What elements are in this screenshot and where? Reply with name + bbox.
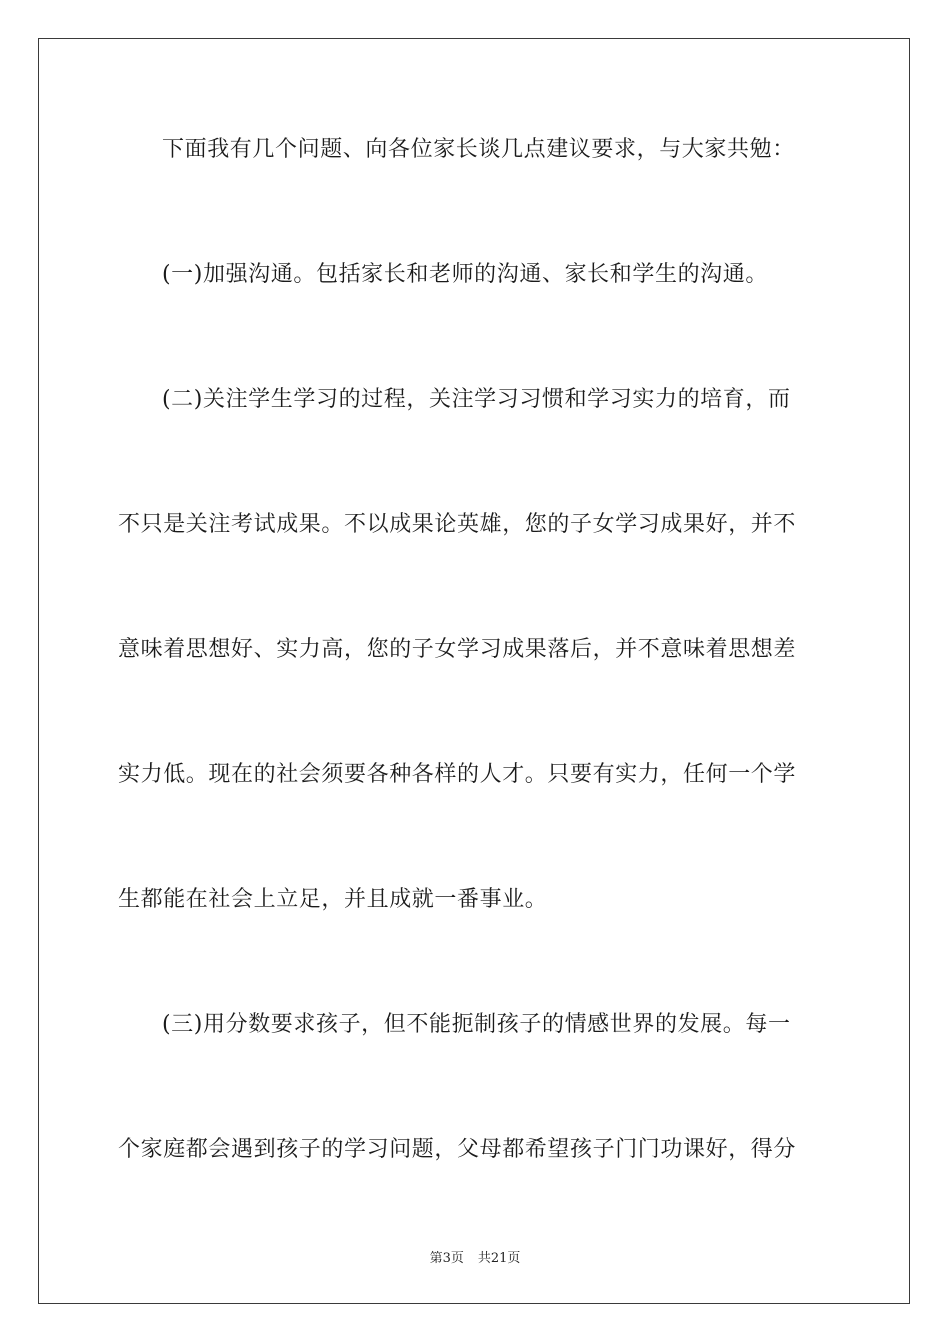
paragraph-line: (三)用分数要求孩子，但不能扼制孩子的情感世界的发展。每一 [162,1012,791,1037]
page-number: 第3页 [429,1251,464,1266]
paragraph-line: 意味着思想好、实力高，您的子女学习成果落后，并不意味着思想差 [118,637,797,662]
paragraph-line: 个家庭都会遇到孩子的学习问题，父母都希望孩子门门功课好，得分 [118,1137,797,1162]
page-footer [0,1247,950,1266]
paragraph-line: 不只是关注考试成果。不以成果论英雄，您的子女学习成果好，并不 [118,512,797,537]
page-frame [38,38,910,1304]
total-pages: 共21页 [477,1251,521,1266]
paragraph-line: (一)加强沟通。包括家长和老师的沟通、家长和学生的沟通。 [162,262,768,287]
paragraph-line: 实力低。现在的社会须要各种各样的人才。只要有实力，任何一个学 [118,762,797,787]
paragraph-line: (二)关注学生学习的过程，关注学习习惯和学习实力的培育，而 [162,387,791,412]
paragraph-line: 生都能在社会上立足，并且成就一番事业。 [118,887,548,912]
paragraph-line: 下面我有几个问题、向各位家长谈几点建议要求，与大家共勉： [162,137,795,162]
